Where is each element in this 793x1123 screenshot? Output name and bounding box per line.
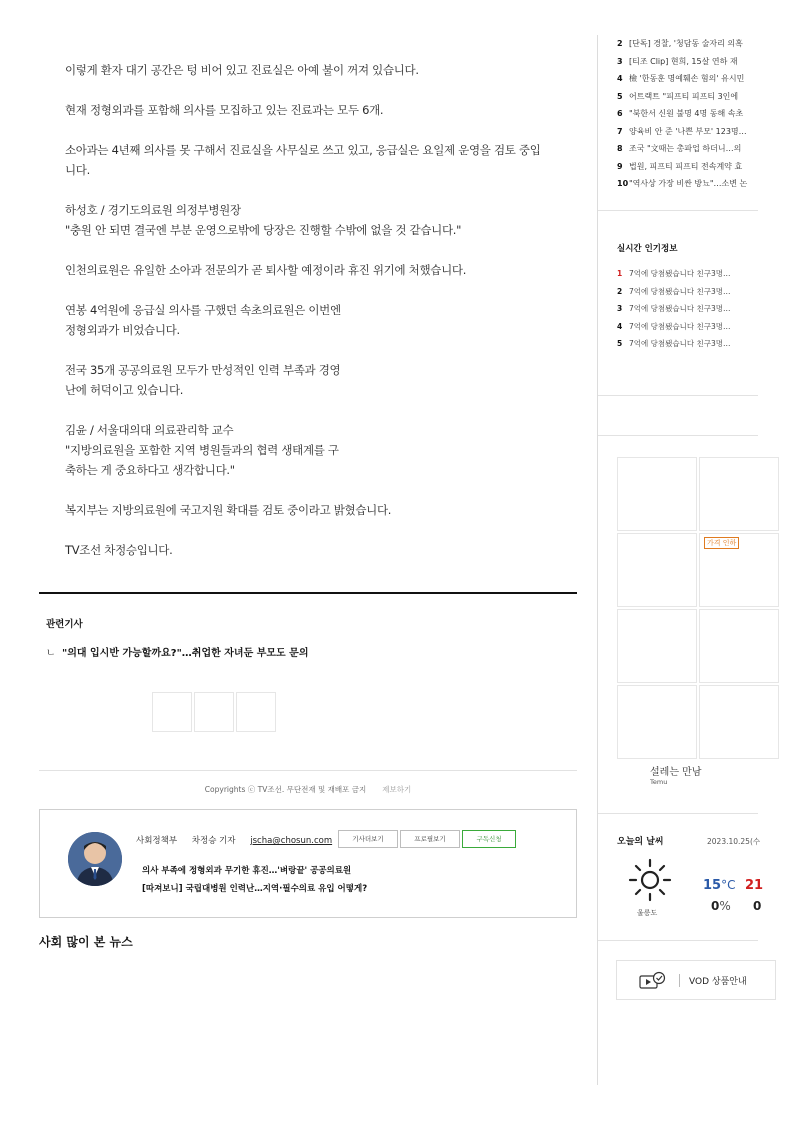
reporter-name: 차정승 기자 — [191, 836, 236, 846]
ad-title[interactable]: 설레는 만남 — [650, 767, 702, 778]
ad-brand: Temu — [650, 778, 668, 786]
article-quote: 김윤 / 서울대의대 의료관리학 교수 "지방의료원을 포함한 지역 병원들과의 협력 생태계를 구 축하는 게 중요하다고 생각합니다." — [65, 423, 339, 477]
article-paragraph: 전국 35개 공공의료원 모두가 만성적인 인력 부족과 경영 난에 허덕이고 있습니다. — [65, 363, 341, 397]
reporter-buttons — [338, 830, 518, 848]
weather-location[interactable]: 울릉도 — [637, 909, 658, 917]
divider — [39, 770, 577, 771]
separator — [679, 974, 680, 987]
ranking-item[interactable]: 4 檢 '한동훈 명예훼손 혐의' 유시민 — [617, 74, 745, 83]
ad-product-tile[interactable] — [699, 457, 779, 531]
report-link[interactable]: 제보하기 — [382, 785, 412, 794]
popular-item[interactable]: 2 7억에 당첨됐습니다 친구3명… — [617, 286, 731, 296]
rain-probability: 0% — [711, 899, 731, 913]
copyright: Copyrights ⓒ TV조선. 무단전재 및 재배포 금지 제보하기 — [204, 785, 412, 794]
share-button[interactable] — [236, 692, 276, 732]
ranking-item[interactable]: 6 "북한서 신원 불명 4명 동해 속초 — [617, 109, 744, 118]
temperature-low: 15°C — [703, 878, 736, 893]
article-body — [65, 60, 550, 580]
reporter-email[interactable]: jscha@chosun.com — [250, 836, 333, 846]
ad-product-tile[interactable] — [617, 457, 697, 531]
ranking-item[interactable]: 3 [티조 Clip] 현희, 15살 연하 재 — [617, 56, 738, 66]
popular-item[interactable]: 1 7억에 당첨됐습니다 친구3명… — [617, 269, 731, 278]
article-paragraph: 이렇게 환자 대기 공간은 텅 비어 있고 진료실은 아예 불이 꺼져 있습니다. — [65, 63, 419, 77]
ranking-item[interactable]: 7 양육비 안 준 '나쁜 부모' 123명… — [617, 126, 747, 136]
article-paragraph: 연봉 4억원에 응급실 의사를 구했던 속초의료원은 이번엔 정형외과가 비었습니다. — [65, 303, 341, 337]
ranking-item[interactable]: 10"역사상 가장 비싼 방뇨"…소변 논 — [617, 179, 748, 188]
price-cut-badge: 가격 인하 — [704, 537, 739, 549]
ranking-item[interactable]: 5 어트랙트 "피프티 피프티 3인에 — [617, 91, 739, 101]
article-paragraph: 현재 정형외과를 포함해 의사를 모집하고 있는 진료과는 모두 6개. — [65, 103, 384, 117]
related-article-label: "의대 입시반 가능할까요?"…취업한 자녀둔 부모도 문의 — [62, 648, 309, 659]
subscribe-button[interactable]: 구독신청 — [462, 830, 516, 848]
ranking-item[interactable]: 8 조국 "文때는 총파업 하더니…의 — [617, 144, 742, 153]
section-title-social: 사회 많이 본 뉴스 — [39, 935, 133, 949]
share-button[interactable] — [152, 692, 192, 732]
ranking-item[interactable]: 9 법원, 피프티 피프티 전속계약 효 — [617, 161, 743, 171]
ad-product-tile[interactable] — [699, 685, 779, 759]
article-paragraph: 인천의료원은 유일한 소아과 전문의가 곧 퇴사할 예정이라 휴진 위기에 처했습니다. — [65, 263, 467, 277]
popular-info-title: 실시간 인기정보 — [617, 244, 678, 254]
related-articles-title: 관련기사 — [46, 619, 83, 630]
divider — [598, 210, 758, 211]
related-article-link[interactable] — [46, 644, 309, 659]
ranking-list — [617, 38, 777, 196]
section-divider — [39, 592, 577, 594]
reporter-info — [136, 834, 344, 846]
article-paragraph: 복지부는 지방의료원에 국고지원 확대를 검토 중이라고 밝혔습니다. — [65, 503, 392, 517]
sidebar-divider — [597, 35, 598, 1085]
divider — [598, 940, 758, 941]
reply-arrow-icon: ㄴ — [46, 648, 56, 659]
reporter-article-link[interactable]: [따져보니] 국립대병원 인력난…지역·필수의료 유입 어떻게? — [142, 884, 368, 894]
article-paragraph: 소아과는 4년째 의사를 못 구해서 진료실을 사무실로 쓰고 있고, 응급실은 요일제 운영을 검토 중입 니다. — [65, 143, 541, 177]
divider — [598, 395, 758, 396]
weather-date: 2023.10.25(수 — [707, 837, 761, 846]
reporter-box — [39, 809, 577, 918]
reporter-article-link[interactable]: 의사 부족에 정형외과 무기한 휴진…'벼랑끝' 공공의료원 — [142, 866, 352, 876]
share-buttons — [152, 692, 278, 732]
ad-product-tile[interactable] — [617, 533, 697, 607]
more-articles-button[interactable]: 기사더보기 — [338, 830, 398, 848]
temperature-high: 21 — [745, 878, 764, 893]
ad-product-tile[interactable] — [699, 609, 779, 683]
ad-product-tile[interactable] — [617, 685, 697, 759]
divider — [598, 813, 758, 814]
ranking-item[interactable]: 2 [단독] 경찰, '청담동 술자리 의혹 — [617, 39, 743, 48]
profile-button[interactable]: 프로필보기 — [400, 830, 460, 848]
vod-product-button[interactable] — [616, 960, 776, 1000]
popular-item[interactable]: 5 7억에 당첨됐습니다 친구3명… — [617, 339, 731, 348]
popular-item[interactable]: 4 7억에 당첨됐습니다 친구3명… — [617, 321, 731, 331]
weather-title: 오늘의 날씨 — [617, 837, 664, 847]
avatar — [68, 832, 122, 886]
reporter-articles — [142, 862, 367, 898]
divider — [598, 435, 758, 436]
article-quote: 하성호 / 경기도의료원 의정부병원장 "충원 안 되면 결국엔 부분 운영으로밖에 당장은 진행할 수밖에 없을 것 같습니다." — [65, 203, 462, 237]
video-ticket-icon — [639, 971, 667, 995]
share-button[interactable] — [194, 692, 234, 732]
article-signoff: TV조선 차정승입니다. — [65, 543, 173, 557]
popular-item[interactable]: 3 7억에 당첨됐습니다 친구3명… — [617, 304, 731, 313]
reporter-dept: 사회정책부 — [136, 836, 178, 846]
rain-probability-2: 0 — [753, 899, 762, 913]
popular-list — [617, 268, 762, 356]
ad-product-tile[interactable] — [617, 609, 697, 683]
sun-icon — [628, 858, 672, 902]
vod-label: VOD 상품안내 — [689, 977, 747, 987]
